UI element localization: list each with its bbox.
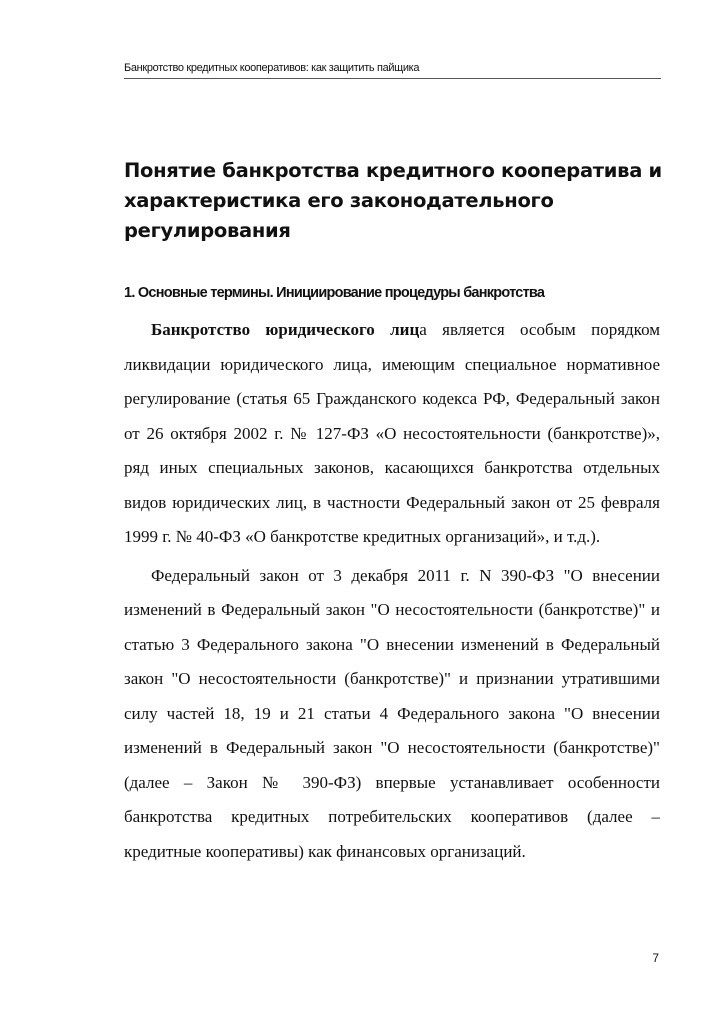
paragraph-2: Федеральный закон от 3 декабря 2011 г. N 390-ФЗ "О внесении изменений в Федеральный закон "О несостоятельности (банкротстве)" и статью 3 Федерального закона "О внесении изменений в Федеральный закон "О несостоятельности (банкротстве)" и признании утратившими силу частей 18, 19 и 21 статьи 4 Федерального закона "О внесении изменений в Федеральный закон "О несостоятельности (банкротстве)" (далее – Закон № 390-ФЗ) впервые устанавливает особенности банкротства кредитных потребительских кооперативов (далее – кредитные кооперативы) как финансовых организаций. [124,565,660,861]
running-header [124,60,661,79]
body-text [124,313,660,873]
paragraph-1 [124,313,660,555]
section-title: 1. Основные термины. Инициирование процедуры банкротства [124,285,545,301]
page-number: 7 [652,951,659,965]
paragraph-1-text: а является особым порядком ликвидации юридического лица, имеющим специальное нормативное регулирование (статья 65 Гражданского кодекса РФ, Федеральный закон от 26 октября 2002 г. № 127-ФЗ «О несостоятельности (банкротстве)», ряд иных специальных законов, касающихся банкротства отдельных видов юридических лиц, в частности Федеральный закон от 25 февраля 1999 г. № 40-ФЗ «О банкротстве кредитных организаций», и т.д.). [124,320,661,546]
defined-term: Банкротство юридического лиц [151,320,420,339]
running-header-title: Банкротство кредитных кооперативов: как защитить пайщика [124,62,420,74]
chapter-title: Понятие банкротства кредитного кооператива и характеристика его законодательного регулирования [124,159,662,242]
